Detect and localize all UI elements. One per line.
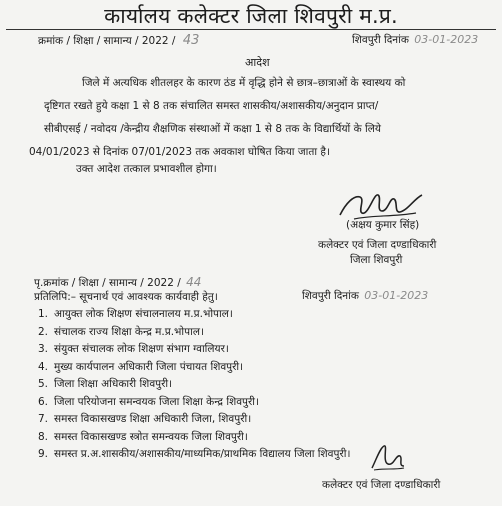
recipient-list: [34, 306, 350, 464]
closing-designation: कलेक्टर एवं जिला दण्डाधिकारी: [322, 479, 441, 491]
order-line-2: दृष्टिगत रखते हुये कक्षा 1 से 8 तक संचालित समस्त शासकीय/अशासकीय/अनुदान प्राप्त/: [44, 100, 379, 112]
collector-initials-signature: [368, 440, 408, 474]
copy-date-label: शिवपुरी दिनांक: [302, 290, 359, 302]
list-item: 1. आयुक्त लोक शिक्षण संचालनालय म.प्र.भोपाल।: [37, 308, 233, 320]
list-item: 5. जिला शिक्षा अधिकारी शिवपुरी।: [37, 378, 173, 390]
signatory-district: जिला शिवपुरी: [350, 254, 403, 266]
order-date-label: शिवपुरी दिनांक: [352, 34, 409, 46]
list-item: 6. जिला परियोजना समन्वयक जिला शिक्षा केन्द्र शिवपुरी।: [37, 395, 260, 408]
list-item: 2. संचालक राज्य शिक्षा केन्द्र म.प्र.भोपाल।: [37, 325, 204, 338]
order-date-value: 03-01-2023: [414, 33, 479, 46]
signatory-name: (अक्षय कुमार सिंह): [346, 219, 420, 231]
list-item: 3. संयुक्त संचालक लोक शिक्षण संभाग ग्वालियर।: [37, 343, 229, 355]
order-effect-line: उक्त आदेश तत्काल प्रभावशील होगा।: [76, 163, 217, 175]
order-body: [29, 72, 484, 164]
order-reference: [38, 33, 199, 48]
copy-date: [302, 289, 428, 303]
order-line-4: 04/01/2023 से दिनांक 07/01/2023 तक अवकाश घोषित किया जाता है।: [29, 146, 330, 158]
order-line-3: सीबीएसई / नवोदय /केन्द्रीय शैक्षणिक संस्थाओं में कक्षा 1 से 8 तक के विद्यार्थियों के लिये: [44, 123, 381, 135]
copy-reference-number: 44: [186, 275, 202, 289]
list-item: 7. समस्त विकासखण्ड शिक्षा अधिकारी जिला, शिवपुरी।: [37, 413, 252, 425]
header-divider: [6, 29, 496, 30]
list-item: 9. समस्त प्र.अ.शासकीय/अशासकीय/माध्यमिक/प्राथमिक विद्यालय जिला शिवपुरी।: [37, 448, 351, 460]
copy-reference-printed: पृ.क्रमांक / शिक्षा / सामान्य / 2022 /: [34, 277, 181, 289]
office-title: कार्यालय कलेक्टर जिला शिवपुरी म.प्र.: [104, 4, 398, 28]
list-item: 8. समस्त विकासखण्ड स्त्रोत समन्वयक जिला शिवपुरी।: [37, 430, 248, 443]
order-heading: आदेश: [245, 56, 270, 69]
copy-reference: [34, 275, 201, 290]
copy-date-value: 03-01-2023: [364, 289, 429, 302]
order-reference-number: 43: [182, 33, 200, 48]
order-date: [352, 33, 478, 47]
signatory-designation: कलेक्टर एवं जिला दण्डाधिकारी: [318, 239, 437, 251]
order-reference-printed: क्रमांक / शिक्षा / सामान्य / 2022 /: [38, 35, 176, 47]
copy-intro: प्रतिलिपि:– सूचनार्थ एवं आवश्यक कार्यवाही हेतु।: [34, 291, 218, 303]
order-line-1: जिले में अत्यधिक शीतलहर के कारण ठंड में वृद्धि होने से छात्र–छात्राओं के स्वास्थय को: [82, 77, 406, 89]
list-item: 4. मुख्य कार्यपालन अधिकारी जिला पंचायत शिवपुरी।: [37, 360, 244, 373]
